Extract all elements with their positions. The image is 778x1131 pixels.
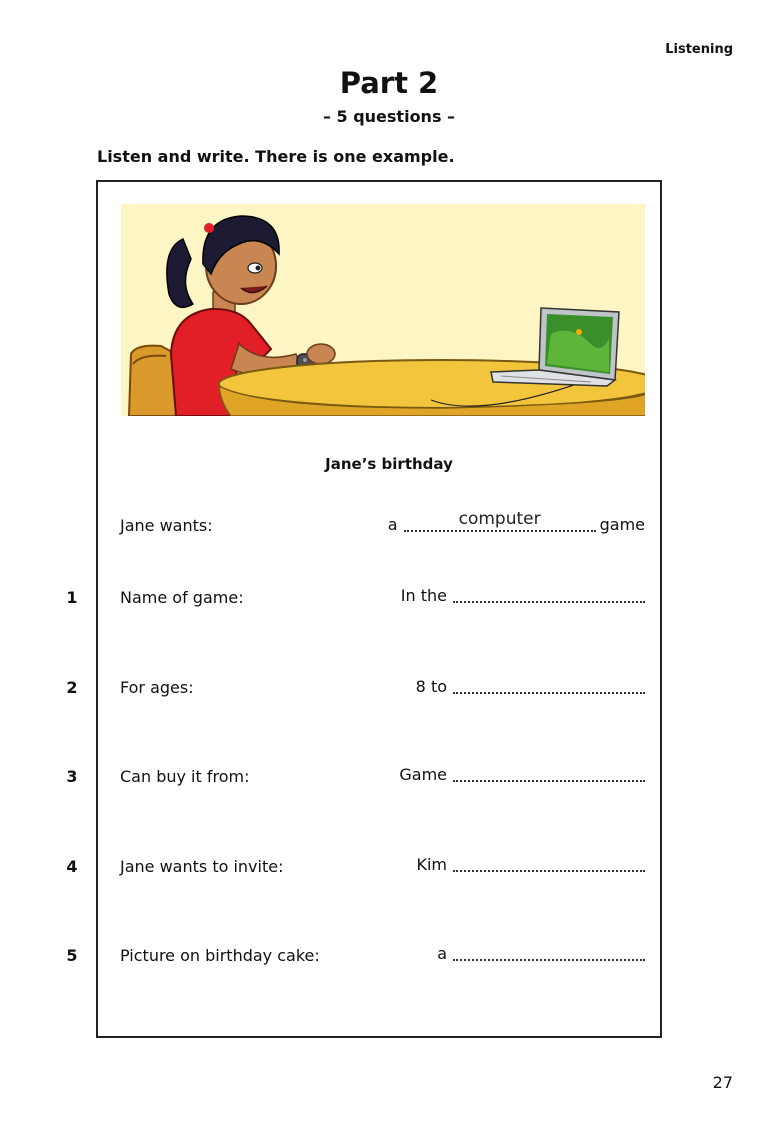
example-answer-line [404,509,596,532]
question-number: 2 [66,678,78,697]
question-prefix: Game [399,765,447,784]
answer-line-3[interactable] [453,762,645,782]
part-subtitle: – 5 questions – [322,107,456,126]
answer-line-1[interactable] [453,583,645,603]
example-label: Jane wants: [120,516,213,535]
question-prefix: a [437,944,447,963]
part-title: Part 2 [339,66,439,100]
answer-line-4[interactable] [453,852,645,872]
question-prefix: Kim [416,855,447,874]
question-label: Jane wants to invite: [120,857,284,876]
question-answer [416,852,645,874]
question-label: Name of game: [120,588,244,607]
question-answer [401,583,645,605]
question-answer [416,674,645,696]
answer-line-2[interactable] [453,674,645,694]
form-title: Jane’s birthday [325,455,453,473]
question-number: 5 [66,946,78,965]
question-prefix: 8 to [415,677,447,696]
illustration [121,204,645,416]
question-number: 1 [66,588,78,607]
example-answer-word: computer [458,509,541,529]
answer-line-5[interactable] [453,941,645,961]
question-label: For ages: [120,678,194,697]
question-answer [399,762,645,784]
question-answer [437,941,645,963]
chair-icon [129,346,176,416]
example-suffix: game [599,515,645,534]
example-prefix: a [387,515,398,534]
section-label: Listening [665,42,733,57]
page-number: 27 [712,1073,733,1092]
instruction-text: Listen and write. There is one example. [97,147,455,166]
question-label: Picture on birthday cake: [120,946,320,965]
question-label: Can buy it from: [120,767,250,786]
question-number: 3 [66,767,78,786]
question-prefix: In the [400,586,447,605]
example-answer [387,509,645,534]
question-number: 4 [66,857,78,876]
